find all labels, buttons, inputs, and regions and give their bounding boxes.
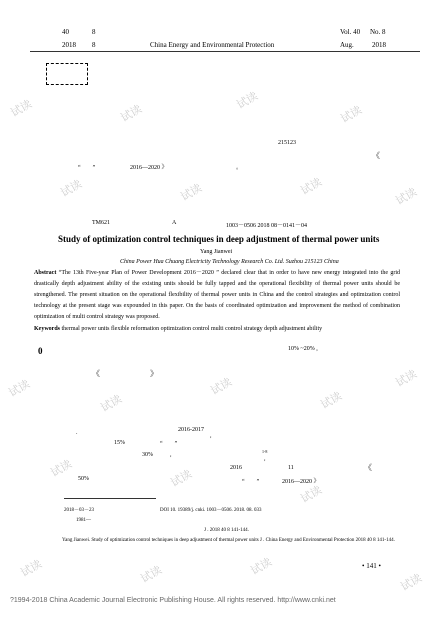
- cn-period: 。: [236, 165, 243, 171]
- watermark: 试读: [393, 185, 420, 208]
- footnote-rule: [64, 498, 156, 499]
- watermark: 试读: [298, 175, 325, 198]
- watermark: 试读: [58, 177, 85, 200]
- header-vol-left: 40: [62, 28, 69, 36]
- header-year-right: 2018: [372, 41, 386, 49]
- citation-cn: J . 2018 40 8 141-144.: [204, 528, 249, 533]
- header-no-right: No. 8: [370, 28, 386, 36]
- body-years-c: 2016—2020 》: [282, 479, 320, 485]
- body-dot: .: [76, 430, 78, 436]
- watermark: 试读: [393, 367, 420, 390]
- body-month11: 11: [288, 465, 294, 471]
- keywords-label: Keywords: [34, 326, 60, 332]
- body-pct15: 15%: [114, 440, 125, 446]
- body-bracket-a: 《: [92, 369, 100, 378]
- affiliation-english: China Power Hua Chuang Electricity Technology Research Co. Ltd. Suzhou 215123 China: [120, 259, 339, 265]
- body-comma30: ,: [170, 452, 172, 458]
- header-month-right: Aug.: [340, 41, 354, 49]
- watermark: 试读: [338, 103, 365, 126]
- watermark: 试读: [98, 392, 125, 415]
- body-comma-ref: ,: [264, 456, 266, 462]
- header-no-left: 8: [92, 28, 96, 36]
- body-bracket-b: 》: [150, 369, 158, 378]
- watermark: 试读: [298, 483, 325, 506]
- received-date: 2018－03－23: [64, 508, 95, 513]
- keywords-text: thermal power units flexible reformation optimization control multi control strategy depth adjustment ability: [60, 326, 323, 332]
- body-bracket-c: 《: [364, 463, 372, 472]
- watermark: 试读: [208, 375, 235, 398]
- body-comma: ,: [210, 433, 212, 439]
- watermark: 试读: [398, 571, 425, 594]
- clc-number: TM621: [92, 220, 110, 226]
- doi: DOI 10. 19389/j. cnki. 1003－0506. 2018. 08. 033: [160, 508, 262, 513]
- watermark: 试读: [118, 102, 145, 125]
- watermark: 试读: [248, 555, 275, 578]
- header-journal: China Energy and Environmental Protection: [150, 41, 275, 49]
- abstract-label: Abstract: [34, 270, 57, 276]
- watermark: 试读: [178, 181, 205, 204]
- watermark: 试读: [318, 389, 345, 412]
- body-refmark: 1-8: [262, 449, 268, 454]
- watermark: 试读: [168, 467, 195, 490]
- header-vol-right: Vol. 40: [340, 28, 361, 36]
- abstract-paragraph: [34, 268, 400, 323]
- watermark: 试读: [8, 97, 35, 120]
- bracket-open: 《: [372, 151, 380, 160]
- body-pct50: 50%: [78, 476, 89, 482]
- body-year2016: 2016: [230, 465, 242, 471]
- watermark: 试读: [6, 377, 33, 400]
- plan-years: 2016—2020 》: [130, 165, 168, 171]
- body-quote-c: “ ”: [242, 479, 260, 485]
- abstract-text: “The 13th Five-year Plan of Power Development 2016－2020 ” declared clear that in order to have new energy integrated into the grid drastically depth adjustment ability of the existing units should be fully tapped and the operational flexibility of thermal power units should be strengthened. The present situation on the operational flexibility of thermal power units in China and the control strategies and optimization control technology at the present stage was expounded in this paper. On the basis of coordinated optimization and improvement the method of combination optimization of multi control strategy was proposed.: [34, 270, 400, 320]
- body-year-range: 2016-2017: [178, 427, 204, 433]
- watermark: 试读: [138, 563, 165, 586]
- author-english: Yang Jianwei: [200, 249, 233, 255]
- header-year-left: 2018: [62, 41, 76, 49]
- postcode: 215123: [278, 140, 296, 146]
- watermark: 试读: [18, 557, 45, 580]
- citation-en: Yang Jianwei. Study of optimization control techniques in deep adjustment of thermal power units J . China Energy and Environmental Protection 2018 40 8 141-144.: [62, 538, 395, 543]
- article-number: 1003－0506 2018 08－0141－04: [226, 223, 308, 229]
- body-quotes15: “ ”: [160, 441, 178, 447]
- watermark: 试读: [234, 89, 261, 112]
- logo-placeholder-box: [46, 63, 88, 85]
- body-pct30: 30%: [142, 452, 153, 458]
- header-rule: [30, 51, 420, 52]
- document-code: A: [172, 220, 177, 226]
- title-english: Study of optimization control techniques in deep adjustment of thermal power units: [58, 234, 380, 244]
- body-pct-range: 10% ~20% ,: [288, 346, 318, 352]
- author-birth-year: 1981—: [76, 518, 91, 523]
- copyright-line: ?1994-2018 China Academic Journal Electronic Publishing House. All rights reserved. http://www.cnki.net: [10, 597, 336, 604]
- page-number: • 141 •: [362, 562, 381, 570]
- quote-marks: “ ”: [78, 165, 96, 171]
- header-month-left: 8: [92, 41, 96, 49]
- keywords-line: [34, 326, 322, 332]
- watermark: 试读: [48, 457, 75, 480]
- section-number: 0: [38, 346, 43, 356]
